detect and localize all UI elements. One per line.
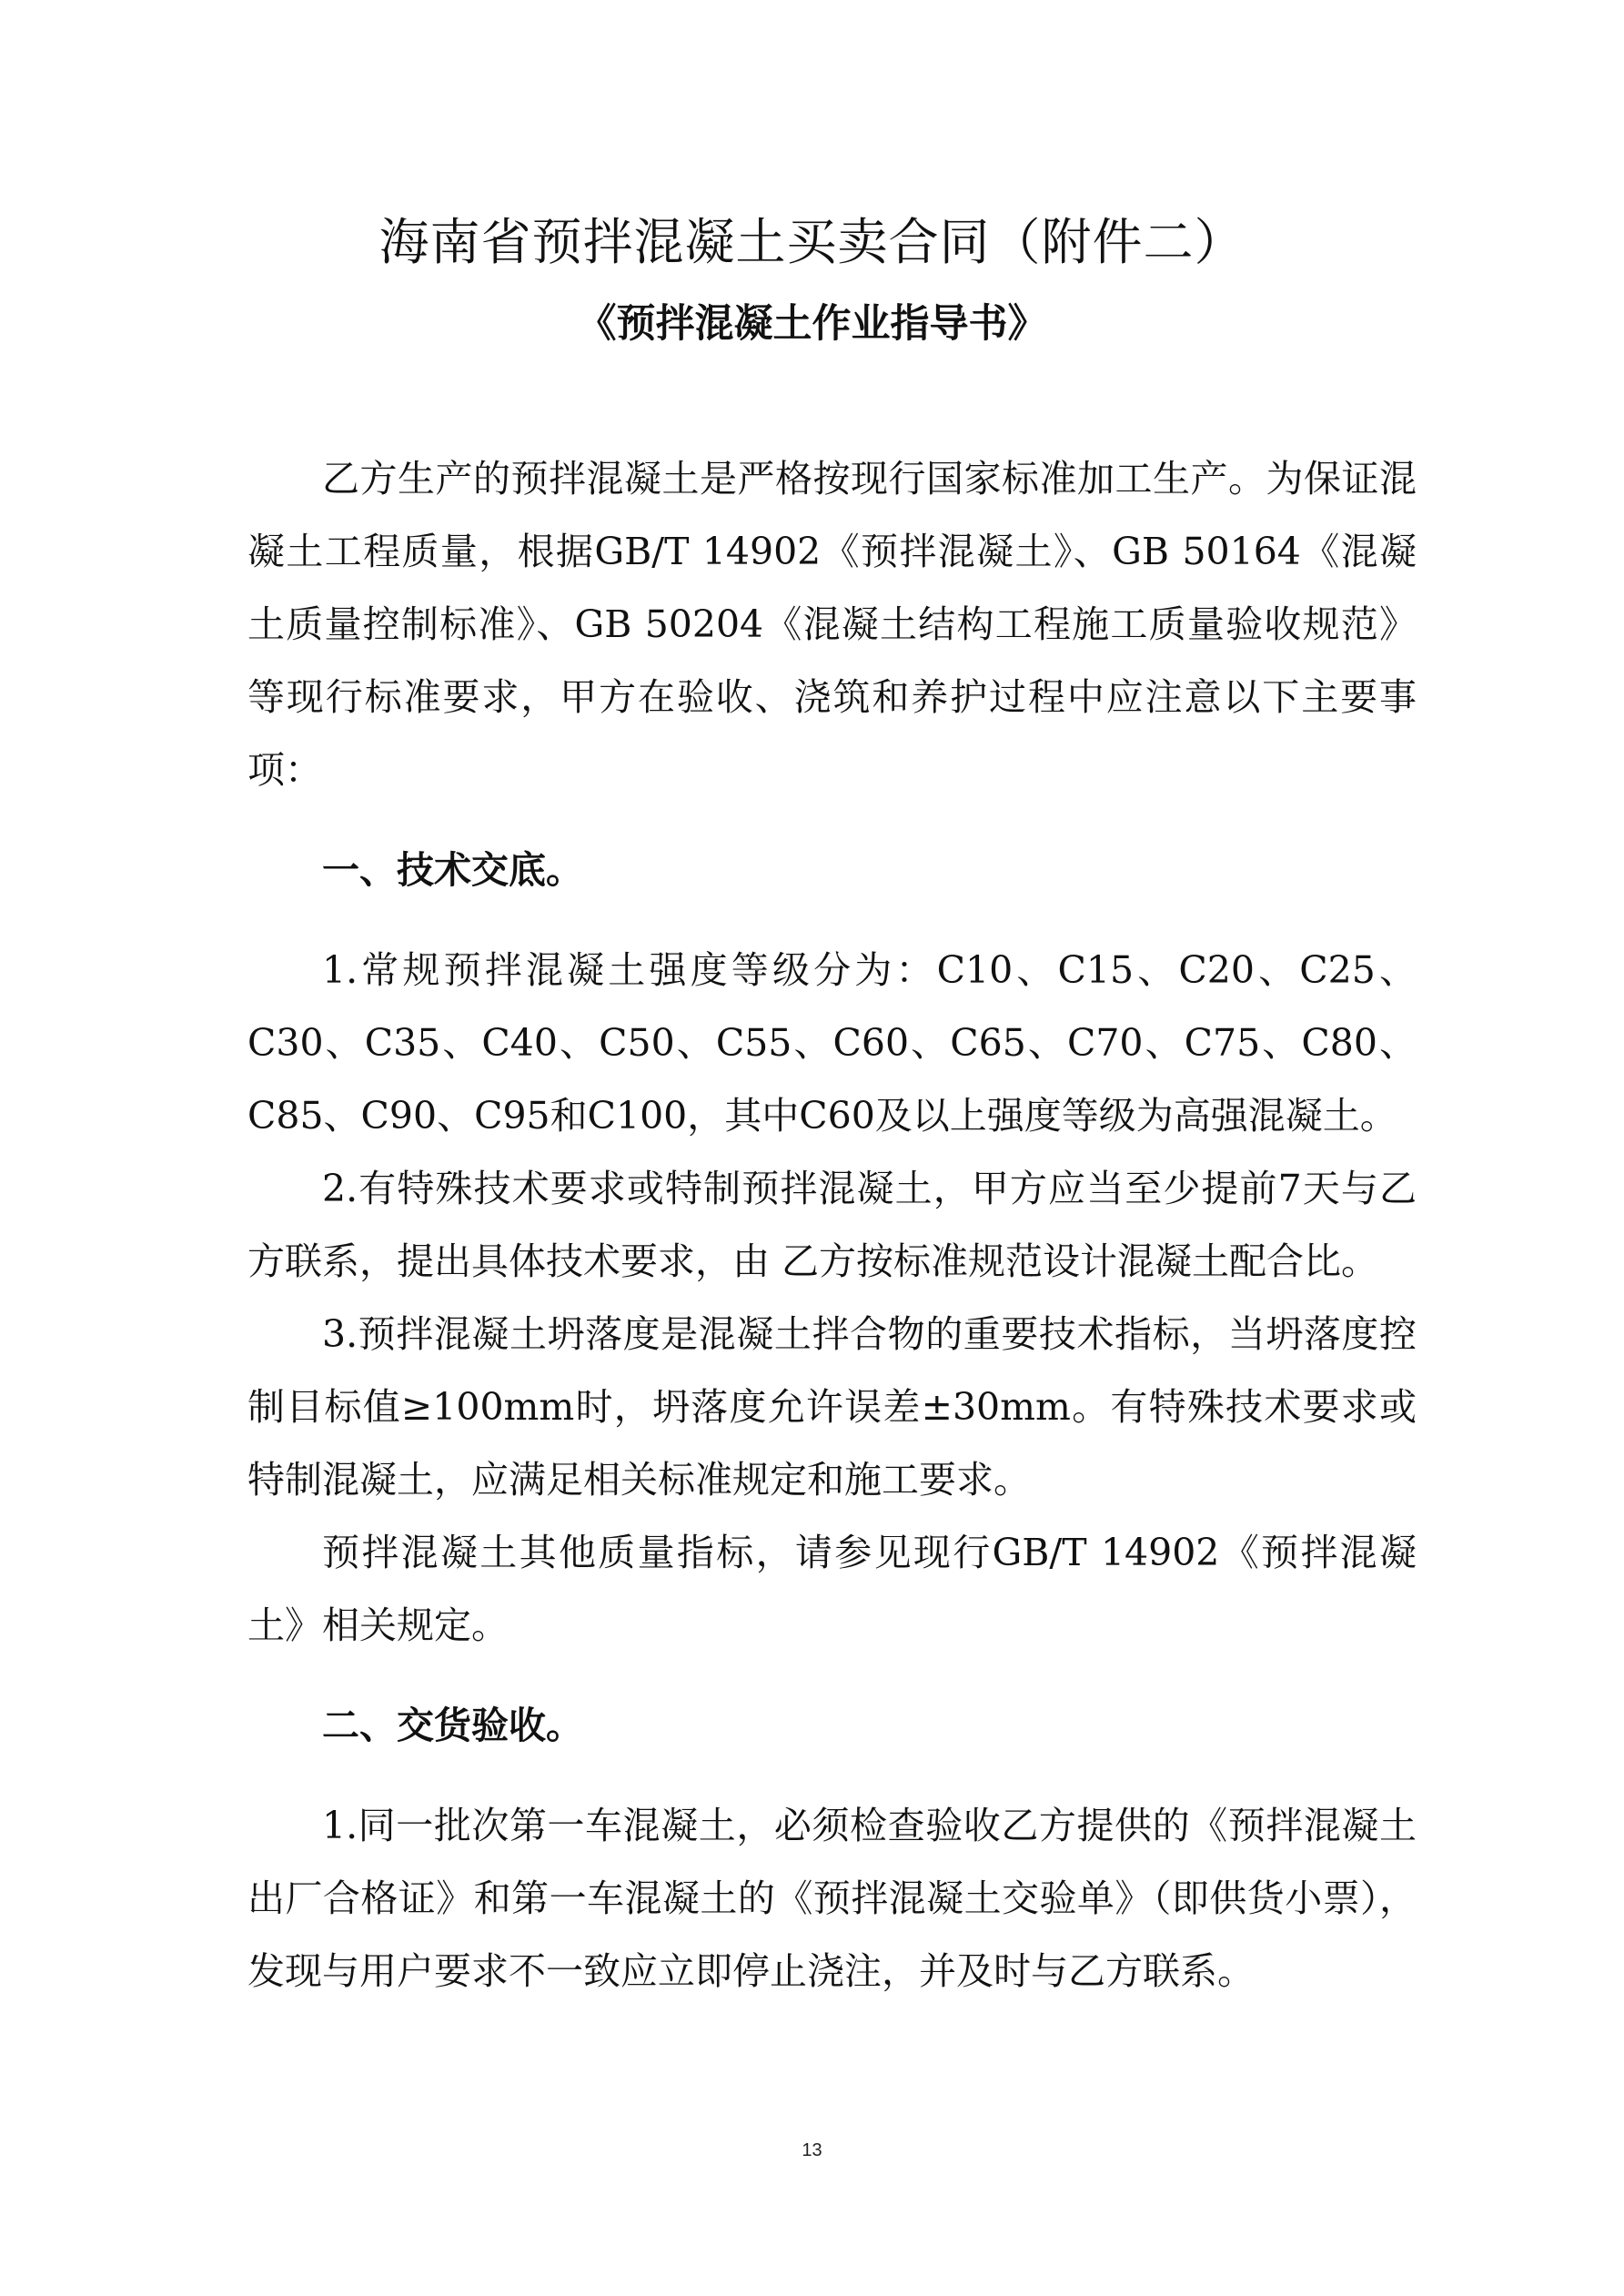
technical-note: 预拌混凝土其他质量指标，请参见现行GB/T 14902《预拌混凝土》相关规定。: [247, 1531, 1417, 1647]
section-heading-delivery: 二、交货验收。: [322, 1704, 583, 1747]
technical-item-2: 2.有特殊技术要求或特制预拌混凝土，甲方应当至少提前7天与乙方联系，提出具体技术要求，由 乙方按标准规范设计混凝土配合比。: [247, 1167, 1417, 1283]
page-number: 13: [802, 2140, 822, 2160]
document-title: 海南省预拌混凝土买卖合同（附件二）: [378, 213, 1246, 271]
technical-item-1: 1.常规预拌混凝土强度等级分为：C10、C15、C20、C25、C30、C35、C40、C50、C55、C60、C65、C70、C75、C80、C85、C90、C95和C100，其中C60及以上强度等级为高强混凝土。: [247, 948, 1417, 1138]
delivery-item-1: 1.同一批次第一车混凝土，必须检查验收乙方提供的《预拌混凝土出厂合格证》和第一车混凝土的《预拌混凝土交验单》（即供货小票），发现与用户要求不一致应立即停止浇注，并及时与乙方联系。: [247, 1804, 1417, 1993]
document-subtitle: 《预拌混凝土作业指导书》: [577, 301, 1047, 347]
technical-item-3: 3.预拌混凝土坍落度是混凝土拌合物的重要技术指标，当坍落度控制目标值≥100mm时，坍落度允许误差±30mm。有特殊技术要求或特制混凝土，应满足相关标准规定和施工要求。: [247, 1312, 1417, 1502]
document-body: [247, 442, 1417, 2008]
section-heading-technical: 一、技术交底。: [322, 848, 583, 892]
intro-paragraph: 乙方生产的预拌混凝土是严格按现行国家标准加工生产。为保证混凝土工程质量，根据GB/T 14902《预拌混凝土》、GB 50164《混凝土质量控制标准》、GB 50204《混凝土结构工程施工质量验收规范》等现行标准要求，甲方在验收、浇筑和养护过程中应注意以下主要事项：: [247, 457, 1417, 792]
